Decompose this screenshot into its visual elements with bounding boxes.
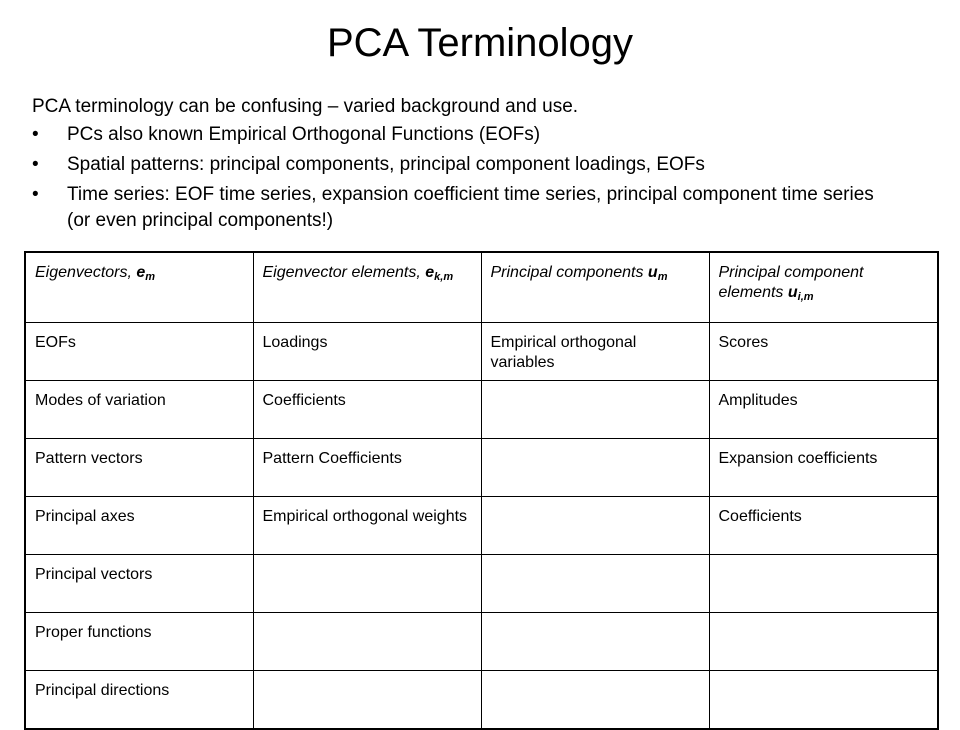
table-row bbox=[25, 497, 938, 555]
header-cell-principal-components: Principal components $u_m$ bbox=[481, 252, 709, 323]
table-cell: Coefficients bbox=[253, 381, 481, 439]
table-row bbox=[25, 439, 938, 497]
table-cell: Proper functions bbox=[25, 613, 253, 671]
table-cell: Modes of variation bbox=[25, 381, 253, 439]
table-cell bbox=[253, 671, 481, 730]
intro-text: PCA terminology can be confusing – varied background and use. bbox=[32, 96, 579, 117]
table-cell bbox=[481, 555, 709, 613]
bullet-text: Time series: EOF time series, expansion coefficient time series, principal component time series (or even principal components!) bbox=[67, 184, 874, 231]
table-cell: Principal vectors bbox=[25, 555, 253, 613]
table-cell bbox=[253, 613, 481, 671]
table-cell bbox=[481, 671, 709, 730]
table-row bbox=[25, 613, 938, 671]
table-cell: Pattern Coefficients bbox=[253, 439, 481, 497]
header-cell-eigenvectors: Eigenvectors, $e_m$ bbox=[25, 252, 253, 323]
table-cell: Empirical orthogonal variables bbox=[481, 323, 709, 381]
table-cell: Coefficients bbox=[709, 497, 938, 555]
table-cell: Amplitudes bbox=[709, 381, 938, 439]
bullet-item bbox=[32, 152, 902, 178]
table-cell: Scores bbox=[709, 323, 938, 381]
table-cell bbox=[481, 497, 709, 555]
table-cell bbox=[709, 671, 938, 730]
table-cell: Empirical orthogonal weights bbox=[253, 497, 481, 555]
table-cell: Loadings bbox=[253, 323, 481, 381]
terminology-table bbox=[24, 251, 939, 730]
table-cell bbox=[709, 613, 938, 671]
table-cell bbox=[709, 555, 938, 613]
table-row bbox=[25, 323, 938, 381]
bullet-list bbox=[32, 122, 902, 238]
table-cell: Principal directions bbox=[25, 671, 253, 730]
bullet-icon: • bbox=[32, 124, 39, 145]
header-cell-eigenvector-elements: Eigenvector elements, $e_{k,m}$ bbox=[253, 252, 481, 323]
bullet-icon: • bbox=[32, 154, 39, 175]
header-cell-principal-component-elements: Principal component elements $u_{i,m}$ bbox=[709, 252, 938, 323]
table-row bbox=[25, 671, 938, 730]
slide-title: PCA Terminology bbox=[326, 21, 634, 65]
bullet-text: Spatial patterns: principal components, principal component loadings, EOFs bbox=[67, 154, 705, 175]
bullet-icon: • bbox=[32, 184, 39, 205]
bullet-item bbox=[32, 122, 902, 148]
table-cell bbox=[481, 439, 709, 497]
table-cell: EOFs bbox=[25, 323, 253, 381]
table-cell: Pattern vectors bbox=[25, 439, 253, 497]
table-cell bbox=[481, 381, 709, 439]
table-row bbox=[25, 555, 938, 613]
table-cell bbox=[253, 555, 481, 613]
table-header-row bbox=[25, 252, 938, 323]
bullet-item bbox=[32, 182, 902, 234]
table-row bbox=[25, 381, 938, 439]
bullet-text: PCs also known Empirical Orthogonal Functions (EOFs) bbox=[67, 124, 541, 145]
table-cell bbox=[481, 613, 709, 671]
table-cell: Principal axes bbox=[25, 497, 253, 555]
table-cell: Expansion coefficients bbox=[709, 439, 938, 497]
